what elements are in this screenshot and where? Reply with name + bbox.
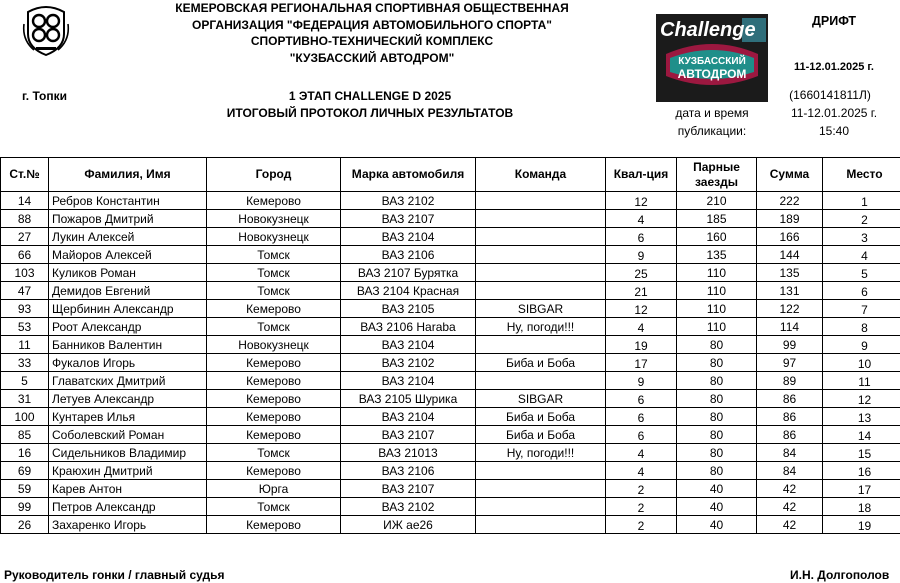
cell-qual: 6 <box>606 426 677 444</box>
cell-place: 2 <box>823 210 900 228</box>
cell-qual: 12 <box>606 192 677 210</box>
cell-qual: 17 <box>606 354 677 372</box>
cell-car: ВАЗ 2105 Шурика <box>341 390 476 408</box>
cell-pairs: 40 <box>677 516 757 534</box>
cell-team <box>476 372 606 390</box>
table-row <box>1 336 900 354</box>
cell-sum: 86 <box>757 390 823 408</box>
cell-pairs: 80 <box>677 354 757 372</box>
cell-qual: 21 <box>606 282 677 300</box>
stage-title: 1 ЭТАП CHALLENGE D 2025 <box>288 89 452 103</box>
cell-team <box>476 210 606 228</box>
cell-city: Томск <box>207 282 341 300</box>
cell-place: 12 <box>823 390 900 408</box>
cell-name: Демидов Евгений <box>49 282 207 300</box>
cell-sum: 86 <box>757 426 823 444</box>
cell-name: Главатских Дмитрий <box>49 372 207 390</box>
cell-pairs: 110 <box>677 318 757 336</box>
cell-name: Карев Антон <box>49 480 207 498</box>
header-qual: Квал-ция <box>606 158 677 192</box>
table-row <box>1 192 900 210</box>
cell-qual: 4 <box>606 318 677 336</box>
cell-city: Кемерово <box>207 462 341 480</box>
table-row <box>1 354 900 372</box>
cell-name: Кунтарев Илья <box>49 408 207 426</box>
org-line: КЕМЕРОВСКАЯ РЕГИОНАЛЬНАЯ СПОРТИВНАЯ ОБЩЕСТВЕННАЯ <box>175 1 569 15</box>
cell-team: Биба и Боба <box>476 408 606 426</box>
cell-city: Томск <box>207 498 341 516</box>
cell-sum: 189 <box>757 210 823 228</box>
cell-sum: 131 <box>757 282 823 300</box>
cell-team <box>476 498 606 516</box>
cell-city: Кемерово <box>207 354 341 372</box>
cell-place: 9 <box>823 336 900 354</box>
org-line: ОРГАНИЗАЦИЯ "ФЕДЕРАЦИЯ АВТОМОБИЛЬНОГО СПОРТА" <box>192 17 552 32</box>
cell-num: 31 <box>1 390 49 408</box>
cell-pairs: 185 <box>677 210 757 228</box>
header-num: Ст.№ <box>1 158 49 192</box>
cell-pairs: 80 <box>677 390 757 408</box>
cell-qual: 9 <box>606 372 677 390</box>
cell-num: 27 <box>1 228 49 246</box>
cell-pairs: 110 <box>677 282 757 300</box>
protocol-title: ИТОГОВЫЙ ПРОТОКОЛ ЛИЧНЫХ РЕЗУЛЬТАТОВ <box>226 105 514 120</box>
cell-pairs: 110 <box>677 300 757 318</box>
cell-city: Кемерово <box>207 300 341 318</box>
cell-name: Фукалов Игорь <box>49 354 207 372</box>
cell-name: Захаренко Игорь <box>49 516 207 534</box>
cell-name: Петров Александр <box>49 498 207 516</box>
cell-qual: 2 <box>606 498 677 516</box>
cell-car: ВАЗ 2106 <box>341 246 476 264</box>
cell-team: SIBGAR <box>476 300 606 318</box>
cell-num: 5 <box>1 372 49 390</box>
cell-qual: 2 <box>606 516 677 534</box>
stage-heading <box>220 88 520 121</box>
cell-sum: 84 <box>757 462 823 480</box>
cell-pairs: 40 <box>677 480 757 498</box>
cell-city: Кемерово <box>207 408 341 426</box>
cell-car: ИЖ ае26 <box>341 516 476 534</box>
cell-city: Томск <box>207 318 341 336</box>
table-row <box>1 264 900 282</box>
cell-qual: 9 <box>606 246 677 264</box>
cell-pairs: 80 <box>677 444 757 462</box>
cell-car: ВАЗ 2107 Бурятка <box>341 264 476 282</box>
table-row <box>1 210 900 228</box>
cell-name: Сидельников Владимир <box>49 444 207 462</box>
cell-place: 17 <box>823 480 900 498</box>
cell-car: ВАЗ 2104 <box>341 336 476 354</box>
cell-sum: 97 <box>757 354 823 372</box>
cell-sum: 166 <box>757 228 823 246</box>
header-city: Город <box>207 158 341 192</box>
publication-date: 11-12.01.2025 г. <box>790 106 878 120</box>
cell-qual: 25 <box>606 264 677 282</box>
cell-num: 26 <box>1 516 49 534</box>
cell-num: 88 <box>1 210 49 228</box>
cell-qual: 4 <box>606 444 677 462</box>
cell-place: 10 <box>823 354 900 372</box>
cell-num: 14 <box>1 192 49 210</box>
table-row <box>1 426 900 444</box>
cell-num: 66 <box>1 246 49 264</box>
cell-name: Роот Александр <box>49 318 207 336</box>
cell-city: Кемерово <box>207 426 341 444</box>
cell-car: ВАЗ 2102 <box>341 192 476 210</box>
cell-name: Краюхин Дмитрий <box>49 462 207 480</box>
cell-place: 7 <box>823 300 900 318</box>
logo-text-kuzbass: КУЗБАССКИЙ <box>678 56 746 67</box>
cell-num: 100 <box>1 408 49 426</box>
cell-qual: 6 <box>606 408 677 426</box>
cell-car: ВАЗ 2102 <box>341 498 476 516</box>
header-sum: Сумма <box>757 158 823 192</box>
cell-city: Юрга <box>207 480 341 498</box>
cell-qual: 19 <box>606 336 677 354</box>
cell-pairs: 110 <box>677 264 757 282</box>
cell-num: 47 <box>1 282 49 300</box>
table-row <box>1 228 900 246</box>
cell-name: Куликов Роман <box>49 264 207 282</box>
header-team: Команда <box>476 158 606 192</box>
table-row <box>1 318 900 336</box>
table-row <box>1 300 900 318</box>
cell-sum: 89 <box>757 372 823 390</box>
cell-pairs: 135 <box>677 246 757 264</box>
cell-team: Биба и Боба <box>476 354 606 372</box>
table-row <box>1 498 900 516</box>
cell-team <box>476 516 606 534</box>
cell-num: 85 <box>1 426 49 444</box>
cell-team <box>476 282 606 300</box>
org-line: СПОРТИВНО-ТЕХНИЧЕСКИЙ КОМПЛЕКС <box>250 34 494 48</box>
cell-team <box>476 192 606 210</box>
cell-pairs: 160 <box>677 228 757 246</box>
results-table <box>0 157 900 534</box>
federation-emblem-icon <box>22 4 70 56</box>
cell-team <box>476 246 606 264</box>
cell-sum: 42 <box>757 480 823 498</box>
cell-team <box>476 462 606 480</box>
cell-sum: 99 <box>757 336 823 354</box>
cell-team: Ну, погоди!!! <box>476 318 606 336</box>
cell-place: 16 <box>823 462 900 480</box>
cell-sum: 114 <box>757 318 823 336</box>
cell-sum: 86 <box>757 408 823 426</box>
cell-name: Майоров Алексей <box>49 246 207 264</box>
cell-num: 59 <box>1 480 49 498</box>
cell-qual: 12 <box>606 300 677 318</box>
event-city: г. Топки <box>22 89 67 103</box>
cell-num: 69 <box>1 462 49 480</box>
cell-city: Новокузнецк <box>207 336 341 354</box>
cell-num: 16 <box>1 444 49 462</box>
cell-city: Кемерово <box>207 516 341 534</box>
cell-sum: 222 <box>757 192 823 210</box>
cell-car: ВАЗ 2102 <box>341 354 476 372</box>
publication-time: 15:40 <box>818 124 850 138</box>
table-row <box>1 516 900 534</box>
table-row <box>1 246 900 264</box>
cell-num: 53 <box>1 318 49 336</box>
table-row <box>1 282 900 300</box>
cell-team <box>476 264 606 282</box>
table-row <box>1 372 900 390</box>
cell-place: 5 <box>823 264 900 282</box>
cell-car: ВАЗ 2106 Haraba <box>341 318 476 336</box>
cell-pairs: 80 <box>677 462 757 480</box>
cell-sum: 135 <box>757 264 823 282</box>
cell-sum: 84 <box>757 444 823 462</box>
cell-qual: 2 <box>606 480 677 498</box>
cell-car: ВАЗ 2107 <box>341 480 476 498</box>
cell-place: 13 <box>823 408 900 426</box>
cell-pairs: 80 <box>677 408 757 426</box>
cell-num: 33 <box>1 354 49 372</box>
cell-city: Томск <box>207 444 341 462</box>
cell-city: Томск <box>207 264 341 282</box>
event-dates: 11-12.01.2025 г. <box>794 61 874 73</box>
cell-car: ВАЗ 2104 <box>341 372 476 390</box>
table-row <box>1 390 900 408</box>
cell-num: 11 <box>1 336 49 354</box>
cell-car: ВАЗ 2106 <box>341 462 476 480</box>
cell-place: 15 <box>823 444 900 462</box>
cell-place: 18 <box>823 498 900 516</box>
logo-text-challenge: Challenge <box>660 19 756 41</box>
table-row <box>1 480 900 498</box>
cell-team <box>476 480 606 498</box>
chief-judge-label: Руководитель гонки / главный судья <box>4 568 225 582</box>
cell-name: Ребров Константин <box>49 192 207 210</box>
cell-team: Биба и Боба <box>476 426 606 444</box>
cell-car: ВАЗ 2104 <box>341 228 476 246</box>
header-place: Место <box>823 158 900 192</box>
org-line: "КУЗБАССКИЙ АВТОДРОМ" <box>289 50 455 65</box>
cell-name: Соболевский Роман <box>49 426 207 444</box>
logo-text-autodrom: АВТОДРОМ <box>677 67 747 81</box>
table-row <box>1 462 900 480</box>
cell-city: Кемерово <box>207 390 341 408</box>
table-header-row <box>1 158 900 192</box>
cell-place: 4 <box>823 246 900 264</box>
cell-pairs: 40 <box>677 498 757 516</box>
cell-place: 8 <box>823 318 900 336</box>
organization-title <box>160 0 584 66</box>
cell-city: Новокузнецк <box>207 210 341 228</box>
cell-place: 14 <box>823 426 900 444</box>
cell-car: ВАЗ 2107 <box>341 426 476 444</box>
cell-city: Томск <box>207 246 341 264</box>
cell-team <box>476 228 606 246</box>
cell-place: 6 <box>823 282 900 300</box>
cell-car: ВАЗ 2105 <box>341 300 476 318</box>
cell-team: Ну, погоди!!! <box>476 444 606 462</box>
cell-city: Кемерово <box>207 192 341 210</box>
discipline-label: ДРИФТ <box>811 14 857 28</box>
cell-sum: 42 <box>757 516 823 534</box>
cell-pairs: 80 <box>677 336 757 354</box>
cell-name: Банников Валентин <box>49 336 207 354</box>
cell-qual: 6 <box>606 228 677 246</box>
cell-num: 93 <box>1 300 49 318</box>
publication-label-line: дата и время <box>675 106 749 120</box>
header-pairs <box>677 158 757 192</box>
protocol-code: (1660141811Л) <box>789 88 871 102</box>
cell-sum: 122 <box>757 300 823 318</box>
cell-place: 1 <box>823 192 900 210</box>
cell-car: ВАЗ 2104 <box>341 408 476 426</box>
header-car: Марка автомобиля <box>341 158 476 192</box>
cell-car: ВАЗ 2107 <box>341 210 476 228</box>
cell-place: 11 <box>823 372 900 390</box>
chief-judge-name: И.Н. Долгополов <box>790 568 890 582</box>
cell-city: Кемерово <box>207 372 341 390</box>
cell-num: 99 <box>1 498 49 516</box>
publication-label-line: публикации: <box>677 124 747 138</box>
cell-qual: 4 <box>606 462 677 480</box>
cell-num: 103 <box>1 264 49 282</box>
cell-team: SIBGAR <box>476 390 606 408</box>
cell-qual: 4 <box>606 210 677 228</box>
cell-pairs: 210 <box>677 192 757 210</box>
cell-pairs: 80 <box>677 372 757 390</box>
publication-label <box>660 104 764 140</box>
cell-place: 19 <box>823 516 900 534</box>
table-row <box>1 408 900 426</box>
header-pairs-line: Парные <box>693 159 740 174</box>
cell-place: 3 <box>823 228 900 246</box>
header-name: Фамилия, Имя <box>49 158 207 192</box>
cell-sum: 42 <box>757 498 823 516</box>
cell-name: Летуев Александр <box>49 390 207 408</box>
cell-city: Новокузнецк <box>207 228 341 246</box>
cell-qual: 6 <box>606 390 677 408</box>
challenge-kuzbass-autodrom-logo-icon <box>656 14 768 102</box>
cell-name: Лукин Алексей <box>49 228 207 246</box>
header-pairs-line: заезды <box>695 174 738 189</box>
table-row <box>1 444 900 462</box>
cell-team <box>476 336 606 354</box>
cell-pairs: 80 <box>677 426 757 444</box>
cell-name: Пожаров Дмитрий <box>49 210 207 228</box>
cell-car: ВАЗ 21013 <box>341 444 476 462</box>
cell-sum: 144 <box>757 246 823 264</box>
cell-car: ВАЗ 2104 Красная <box>341 282 476 300</box>
cell-name: Щербинин Александр <box>49 300 207 318</box>
